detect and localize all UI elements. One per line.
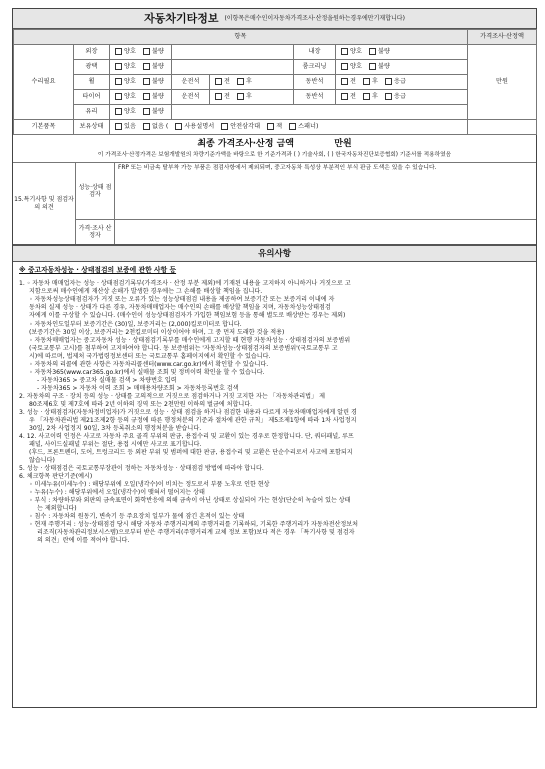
notice-line: 5. 성능 · 상태점검은 국토교통부장관이 정하는 자동차성능 · 상태점검 방법에 따라야 합니다. bbox=[19, 465, 264, 473]
notice-line: 패널, 사이드실패널 부위는 절단, 용접 시에만 사고로 표기합니다. bbox=[29, 440, 202, 448]
final-price-line bbox=[13, 135, 536, 151]
final-price-note: 이 가격조사·산정가격은 보험개발원의 차량기준가액을 바탕으로 한 기준가격과 ( ) 기술사회, ( ) 한국자동차진단보증협회) 기준서를 적용하였음 bbox=[13, 151, 536, 163]
checkbox[interactable] bbox=[237, 78, 244, 85]
final-price-title: 최종 가격조사·산정 금액 bbox=[197, 139, 294, 149]
column-header-price: 가격조사·산정액 bbox=[468, 30, 537, 45]
checkbox[interactable] bbox=[143, 63, 150, 70]
checkbox[interactable] bbox=[341, 48, 348, 55]
checkbox[interactable] bbox=[341, 78, 348, 85]
checkbox-group: 양호 불량 bbox=[110, 45, 172, 60]
section-title-note: (이항목은매수인이자동차가격조사·산정을원하는경우에만기재합니다) bbox=[224, 14, 405, 22]
checkbox[interactable] bbox=[221, 123, 228, 130]
notice-line: (보증기간은 30일 이상, 보증거리는 2천킬로미터 이상이어야 하며, 그 중 먼저 도래한 것을 적용) bbox=[29, 328, 285, 336]
checkbox[interactable] bbox=[341, 63, 348, 70]
row-label: 유리 bbox=[74, 105, 110, 120]
notice-line: (국토교통부 고시)를 첨부하여 고지하여야 합니다. 동 보증범위는 '자동차성능·상태점검자의 보증범위'(국토교통부 고 bbox=[29, 344, 338, 352]
checkbox-group: 양호 불량 bbox=[110, 90, 172, 105]
column-header-item: 항목 bbox=[14, 30, 468, 45]
checkbox-group: 양호 불량 bbox=[110, 75, 172, 90]
notice-line: ◦ 자동차성능상태점검자가 거짓 또는 오류가 있는 성능상태점검 내용을 제공하여 보증기간 또는 보증거리 이내에 자 bbox=[29, 296, 335, 304]
row-label: 외장 bbox=[74, 45, 110, 60]
checkbox[interactable] bbox=[115, 78, 122, 85]
checkbox[interactable] bbox=[115, 123, 122, 130]
notice-heading: ※ 중고자동차성능 · 상태점검의 보증에 관한 사항 등 bbox=[19, 266, 177, 275]
checkbox[interactable] bbox=[143, 123, 150, 130]
final-price-unit: 만원 bbox=[334, 139, 352, 149]
checkbox[interactable] bbox=[341, 93, 348, 100]
checkbox-group: 양호 불량 bbox=[336, 60, 468, 75]
notice-line: ◦ 자동차인도일부터 보증기간은 (30)일, 보증거리는 (2,000)킬로미터로 합니다. bbox=[29, 320, 242, 328]
notice-line: - 자동차365 > 중고차 실매물 검색 > 차량번호 입력 bbox=[37, 376, 177, 384]
document-page bbox=[12, 8, 537, 708]
group-label-repair: 수리필요 bbox=[14, 45, 74, 120]
row-label-status: 보유상태 bbox=[74, 120, 110, 135]
checkbox[interactable] bbox=[267, 123, 274, 130]
checkbox[interactable] bbox=[385, 78, 392, 85]
checkbox-group: 양호 불량 bbox=[110, 60, 172, 75]
checkbox[interactable] bbox=[115, 48, 122, 55]
notice-line: 자에게 이를 구상할 수 있습니다. (매수인이 성능상태점검자가 가입한 책임보험 등을 통해 별도로 배상받는 경우는 제외) bbox=[29, 312, 346, 320]
checkbox[interactable] bbox=[369, 63, 376, 70]
inspector-opinion-text[interactable]: FRP 또는 비금속 탈부착 가능 부품은 점검사항에서 제외되며, 중고자동차 특성상 부분적인 부식 판금 도색은 있을 수 있습니다. bbox=[118, 165, 437, 172]
notice-line: 2. 자동차의 구조 · 장치 등의 성능 · 상태를 고의적으로 거짓으로 점검하거나 거짓 고지한 자는 「자동차관리법」 제 bbox=[19, 392, 325, 400]
notice-line: 80조제6호 및 제7호에 따라 2년 이하의 징역 또는 2천만원 이하의 벌금에 처합니다. bbox=[29, 400, 253, 408]
checkbox-group: 양호 불량 bbox=[110, 105, 172, 120]
position-options: 전 후 응급 bbox=[336, 90, 468, 105]
notice-line: 1. ◦ 자동차 매매업자는 성능 · 상태점검기록부(가격조사 · 산정 부분 제외)에 기재된 내용을 고지하지 아니하거나 거짓으로 고 bbox=[19, 280, 351, 288]
checkbox[interactable] bbox=[143, 108, 150, 115]
row-label: 휠 bbox=[74, 75, 110, 90]
notice-line: ◦ 침수 : 자동차의 원동기, 변속기 등 주요장치 일부가 물에 잠긴 흔적이 있는 상태 bbox=[29, 513, 245, 521]
notice-line: ◦ 현재 주행거리 : 성능·상태점검 당시 해당 자동차 주행거리계의 주행거리를 기록하되, 기록한 주행거리가 자동차전산정보처 bbox=[29, 521, 359, 529]
notice-line: 의 의견」란에 이를 적어야 합니다. bbox=[37, 537, 130, 545]
notice-line: 30일, 2차 사업정지 90일, 3차 등록취소의 행정처분을 받습니다. bbox=[29, 424, 202, 432]
notice-line: ◦ 자동차의 리콜에 관한 사항은 자동차리콜센터(www.car.go.kr)에서 확인할 수 있습니다. bbox=[29, 360, 269, 368]
notice-line: ◦ 미세누유(미세누수) : 해당부위에 오일(냉각수)이 비치는 정도로서 부품 노후로 인한 현상 bbox=[29, 481, 270, 489]
checkbox[interactable] bbox=[215, 78, 222, 85]
notice-line: ◦ 누유(누수) : 해당부위에서 오일(냉각수)이 맺혀서 떨어지는 상태 bbox=[29, 489, 205, 497]
price-unit: 만원 bbox=[468, 45, 537, 120]
notice-line: ◦ 부식 : 차량하부와 외판의 금속표면이 화학반응에 의해 금속이 아닌 상태로 상실되어 가는 현상(단순히 녹슬어 있는 상태 bbox=[29, 497, 351, 505]
notice-line: 리조직(자동차관리정보시스템)으로부터 받은 주행거리(주행거리계 교체 정보 포함)보다 적은 경우 「특기사항 및 점검자 bbox=[37, 529, 355, 537]
notice-line: (후드, 프론트펜더, 도어, 트렁크리드 등 외판 부위 및 범퍼에 대한 판금, 용접수리 및 교환은 단순수리로서 사고에 포함되지 bbox=[29, 449, 353, 456]
position-options: 전 후 응급 bbox=[336, 75, 468, 90]
row-label: 운전석 bbox=[172, 90, 210, 105]
checkbox[interactable] bbox=[385, 93, 392, 100]
notice-line: 우 「자동차관리법 제21조제2항 등의 규정에 따른 행정처분의 기준과 절차에 관한 규칙」 제5조제1항에 따라 1차 사업정지 bbox=[29, 416, 357, 424]
row-label: 룸크리닝 bbox=[294, 60, 336, 75]
basic-item-options: 있음 없음 ( 사용설명서 안전삼각대 잭 스패너) bbox=[110, 120, 468, 135]
checkbox[interactable] bbox=[215, 93, 222, 100]
checkbox[interactable] bbox=[115, 108, 122, 115]
position-options: 전 후 bbox=[210, 90, 294, 105]
row-label-basic: 기본품목 bbox=[14, 120, 74, 135]
checkbox[interactable] bbox=[143, 93, 150, 100]
appraiser-label: 가격·조사 산정자 bbox=[76, 220, 115, 244]
checkbox[interactable] bbox=[115, 63, 122, 70]
section-title: 자동차기타정보 bbox=[144, 11, 219, 25]
notice-line: 는 제외합니다) bbox=[37, 505, 77, 513]
notice-line: 4. 12. 사고이력 인정은 사고로 자동차 주요 골격 부위의 판금, 용접수리 및 교환이 있는 경우로 한정합니다. 단, 쿼터패널, 루프 bbox=[19, 432, 354, 440]
checkbox[interactable] bbox=[289, 123, 296, 130]
notice-line: 동차의 실제 성능 · 상태가 다른 경우, 자동차매매업자는 매수인의 손해를 배상할 책임을 지며, 자동차성능상태점검 bbox=[29, 304, 331, 312]
notice-section bbox=[13, 262, 536, 545]
row-label: 동반석 bbox=[294, 75, 336, 90]
notice-line: 지함으로써 매수인에게 재산상 손해가 발생한 경우에는 그 손해를 배상할 책임을 집니다. bbox=[29, 288, 263, 296]
row-label: 운전석 bbox=[172, 75, 210, 90]
appraiser-opinion-field[interactable] bbox=[115, 220, 536, 244]
notice-line: ◦ 자동차매매업자는 중고자동차 성능 · 상태점검기록부를 매수인에게 고지할 때 현행 자동차성능 · 상태점검자의 보증범위 bbox=[29, 336, 351, 344]
position-options: 전 후 bbox=[210, 75, 294, 90]
checkbox-group: 양호 불량 bbox=[336, 45, 468, 60]
checkbox[interactable] bbox=[363, 78, 370, 85]
checkbox[interactable] bbox=[369, 48, 376, 55]
notice-line: - 자동차365 > 자동차 이력 조회 > 매매용차량조회 > 자동차등록번호 검색 bbox=[37, 384, 239, 392]
checkbox[interactable] bbox=[363, 93, 370, 100]
row-label: 내장 bbox=[294, 45, 336, 60]
notice-line: 않습니다) bbox=[29, 457, 55, 465]
checkbox[interactable] bbox=[175, 123, 182, 130]
checkbox[interactable] bbox=[143, 48, 150, 55]
checkbox[interactable] bbox=[143, 78, 150, 85]
notice-line: ◦ 자동차365(www.car365.go.kr)에서 실매물 조회 및 정비이력 확인을 할 수 있습니다. bbox=[29, 368, 265, 376]
row-label: 타이어 bbox=[74, 90, 110, 105]
notice-line: 3. 성능 · 상태점검자(자동차정비업자)가 거짓으로 성능 · 상태 점검을 하거나 점검한 내용과 다르게 자동차매매업자에게 알린 경 bbox=[19, 408, 357, 416]
row-label: 동반석 bbox=[294, 90, 336, 105]
notice-line: 시)에 따르며, 법제처 국가법령정보센터 또는 국토교통부 홈페이지에서 확인할 수 있습니다. bbox=[29, 352, 271, 360]
checkbox[interactable] bbox=[237, 93, 244, 100]
repair-table bbox=[13, 29, 537, 135]
inspector-label: 성능·상태 점검자 bbox=[76, 163, 115, 219]
title-band bbox=[13, 9, 536, 29]
notice-line: 6. 체크항목 판단기준(예시) bbox=[19, 473, 93, 481]
notice-band: 유의사항 bbox=[13, 245, 536, 262]
row-label: 광택 bbox=[74, 60, 110, 75]
checkbox[interactable] bbox=[115, 93, 122, 100]
opinion-section-label: 15.특기사항 및 점검자의 의견 bbox=[13, 163, 76, 244]
opinion-section bbox=[13, 163, 536, 245]
